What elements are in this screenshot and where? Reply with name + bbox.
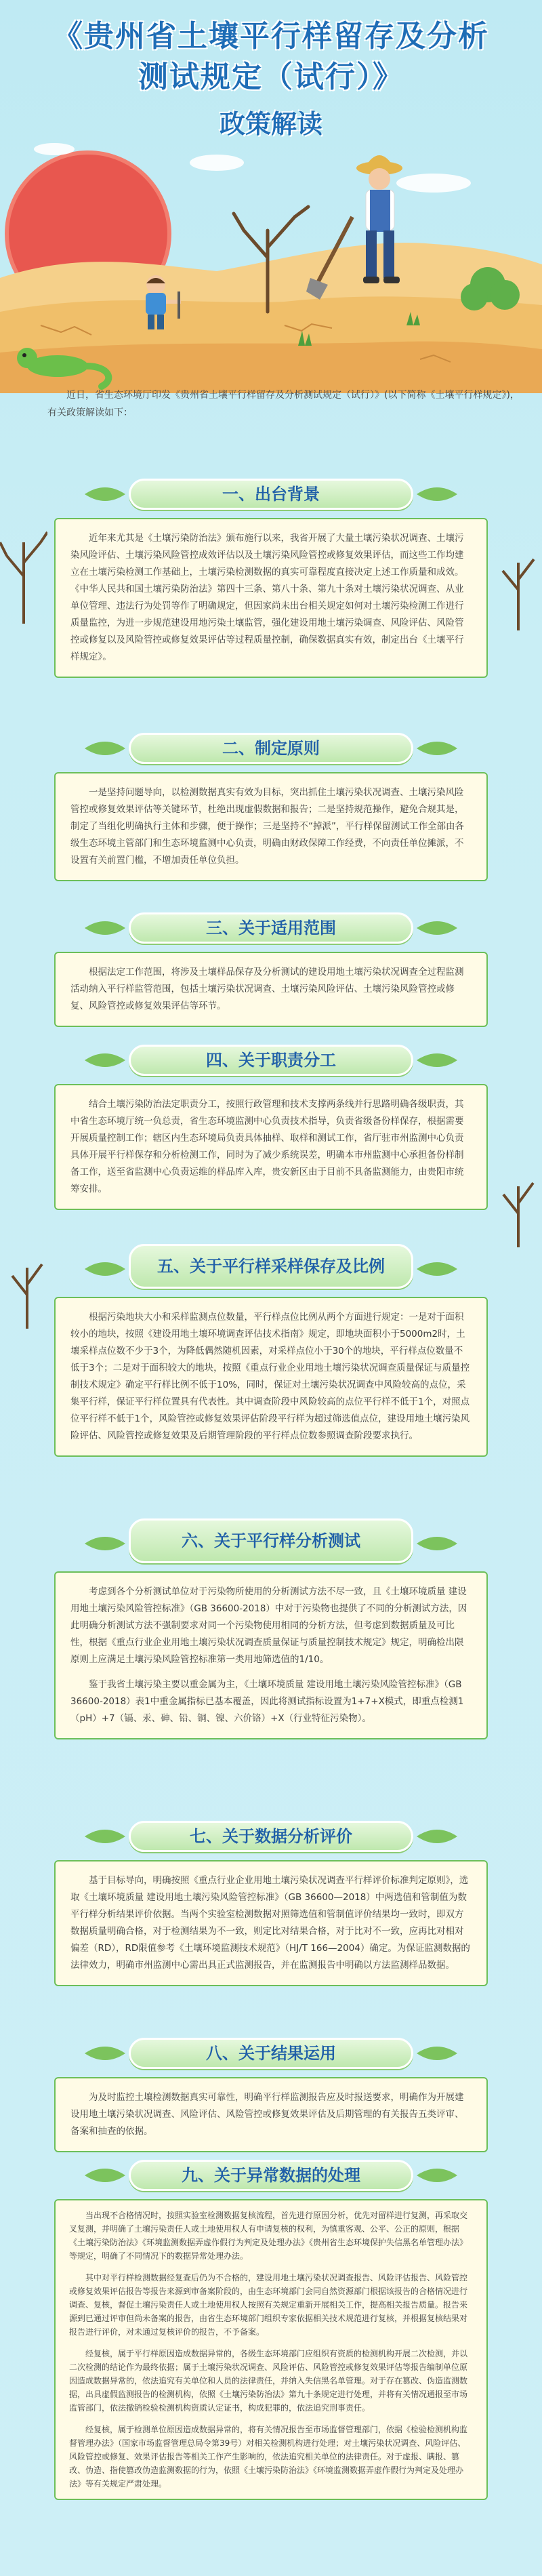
leaf-icon	[85, 1533, 125, 1554]
section-header	[54, 908, 488, 948]
leaf-icon	[85, 2043, 125, 2064]
leaf-icon	[417, 1533, 457, 1554]
section-title: 五、关于平行样采样保存及比例	[157, 1257, 385, 1276]
leaf-icon	[417, 484, 457, 504]
section-abnormal-data	[54, 2156, 488, 2500]
section-body	[54, 2077, 488, 2152]
leaf-icon	[85, 2165, 125, 2186]
section-body	[54, 1084, 488, 1210]
section-sampling-ratio	[54, 1244, 488, 1457]
section-paragraph: 为及时监控土壤检测数据真实可靠性，明确平行样监测报告应及时报送要求，明确作为开展建设用地土壤污染状况调查、风险评估、风险管控或修复效果评估及后期管理的有关报告五类评审、备案和抽查的依据。	[70, 2092, 464, 2137]
section-paragraph: 当出现不合格情况时，按照实验室检测数据复核流程，首先进行原因分析，优先对留样进行复测，再采取交叉复测，并明确了土壤污染责任人或土地使用权人有申请复核的权利，为慎重客观、公平、公正的原则，根据《土壤污染防治法》《环境监测数据弄虚作假行为判定及处理办法》《贵州省生态环境保护失信黑名单管理办法》等规定，明确了不同情况下的数据异常处理办法。	[69, 2211, 468, 2261]
leaf-icon	[85, 918, 125, 938]
section-background	[54, 475, 488, 678]
section-title: 七、关于数据分析评价	[190, 1827, 352, 1846]
leaf-icon	[85, 1259, 125, 1279]
section-title: 六、关于平行样分析测试	[182, 1531, 360, 1550]
section-header	[54, 729, 488, 768]
tree-decoration-right-2	[498, 1152, 539, 1247]
section-paragraph: 近年来尤其是《土壤污染防治法》颁布施行以来，我省开展了大量土壤污染状况调查、土壤污染风险评估、土壤污染风险管控成效评估以及土壤污染风险管控或修复效果评估，而这些工作均建立在土壤污染检测工作基础上，土壤污染检测数据的真实可靠程度直接决定上述工作质量和成效。《中华人民共和国土壤污染防治法》第四十三条、第八十条、第九十条对土壤污染状况调查、从业单位管理、违法行为处罚等作了明确规定，但因家尚未出台相关规定如何对土壤污染检测工作进行质量监控，为进一步规范建设用地污染土壤监管，强化建设用地土壤污染调查、风险评估、风险管控或修复以及风险管控或修复效果评估等过程质量控制，确保数据真实有效，制定出台《土壤平行样规定》。	[70, 533, 464, 662]
section-body	[54, 2199, 488, 2500]
section-header	[54, 2156, 488, 2195]
section-body	[54, 952, 488, 1027]
section-body	[54, 1571, 488, 1739]
hero-illustration	[0, 122, 542, 393]
leaf-icon	[85, 484, 125, 504]
section-responsibilities	[54, 1041, 488, 1210]
section-header	[54, 1518, 488, 1567]
section-paragraph: 经复核，属于平行样原因造成数据异常的，各级生态环境部门应组织有资质的检测机构开展二次检测，并以二次检测的结论作为最终依据；属于土壤污染状况调查、风险评估、风险管控或修复效果评估等报告编制单位原因造成数据异常的，依法追究有关单位和人员的法律责任，并纳入失信黑名单管理。对于存在篡改、伪造监测数据，出具虚假监测报告的检测机构，依照《土壤污染防治法》第九十条规定进行处理，并将有关情况通报至市场监管部门，依法撤销检验检测机构资质认定证书，构成犯罪的，依法追究刑事责任。	[69, 2349, 468, 2413]
leaf-icon	[417, 918, 457, 938]
section-paragraph: 考虑到各个分析测试单位对于污染物所使用的分析测试方法不尽一致，且《土壤环境质量 建设用地土壤污染风险管控标准》（GB 36600-2018）中对于污染物也提供了不同的分析测试方法，因此明确分析测试方法不强制要求对同一个污染物使用相同的分析方法，但考虑到数据质量及可比性，根据《重点行业企业用地土壤污染状况调查质量保证与质量控制技术规定》规定，明确检出限原则上应满足土壤污染风险管控标准第一类用地筛选值的1/10。	[70, 1586, 467, 1665]
section-data-evaluation	[54, 1817, 488, 1986]
leaf-icon	[417, 2165, 457, 2186]
leaf-icon	[85, 1826, 125, 1847]
section-title: 四、关于职责分工	[206, 1051, 336, 1070]
hero-banner	[0, 0, 542, 393]
section-testing	[54, 1518, 488, 1739]
title-line-1: 《贵州省土壤平行样留存及分析	[53, 19, 489, 54]
leaf-icon	[417, 738, 457, 759]
section-header	[54, 1041, 488, 1080]
section-title: 一、出台背景	[222, 485, 320, 504]
section-title: 八、关于结果运用	[206, 2044, 336, 2063]
section-paragraph: 基于目标导向，明确按照《重点行业企业用地土壤污染状况调查平行样评价标准判定原则》，选取《土壤环境质量 建设用地土壤污染风险管控标准》（GB 36600—2018）中两选值和管制值为数平行样分析结果评价依据。当两个实验室检测数据对照筛选值和管制值评价结果均一致时，即双方数据质量明确合格，对于检测结果为不一致，则定比对结果合格，对于比对不一致，应再比对相对偏差（RD），RD限值参考《土壤环境监测技术规范》（HJ/T 166—2004）确定。为保证监测数据的法律效力，明确市州监测中心需出具正式监测报告，并在监测报告中明确以方法监测样品数据。	[70, 1875, 470, 1971]
leaf-icon	[417, 1050, 457, 1070]
leaf-icon	[85, 1050, 125, 1070]
section-paragraph: 根据法定工作范围，将涉及土壤样品保存及分析测试的建设用地土壤污染状况调查全过程监测活动纳入平行样监管范围，包括土壤污染状况调查、土壤污染风险评估、土壤污染风险管控或修复、风险管控或修复效果评估等环节。	[70, 967, 464, 1011]
leaf-icon	[85, 738, 125, 759]
section-paragraph: 其中对平行样检测数据经复查后仍为不合格的，建设用地土壤污染状况调查报告、风险评估报告、风险管控或修复效果评估报告等报告来源到审备案阶段的，由生态环境部门会同自然资源部门根据该报告的合格情况进行调查、复核，督促土壤污染责任人或土地使用权人按照有关规定重新开展相关工作，提高相关报告质量。报告来源到已通过评审但尚未备案的报告，由省生态环境部门组织专家依据相关技术规范进行复核，并根据复核结果对报告进行评价，对未通过复核评价的报告，不予备案。	[69, 2273, 468, 2337]
section-scope	[54, 908, 488, 1027]
intro-text: 近日，省生态环境厅印发《贵州省土壤平行样留存及分析测试规定（试行）》(以下简称《土壤平行样规定》)，有关政策解读如下：	[47, 390, 520, 418]
section-title: 二、制定原则	[222, 739, 320, 758]
section-title: 九、关于异常数据的处理	[182, 2166, 360, 2185]
tree-decoration-left	[0, 502, 47, 624]
section-paragraph: 鉴于我省土壤污染主要以重金属为主，《土壤环境质量 建设用地土壤污染风险管控标准》（GB 36600-2018）表1中重金属指标已基本覆盖，因此将测试指标设置为1+7+X模式，即重点检测1（pH）+7（镉、汞、砷、铅、铜、镍、六价铬）+X（行业特征污染物）。	[70, 1679, 464, 1724]
section-principles	[54, 729, 488, 881]
section-body	[54, 1297, 488, 1457]
title-line-2: 测试规定（试行）》	[138, 60, 404, 94]
section-header	[54, 475, 488, 514]
section-paragraph: 经复核，属于检测单位原因造成数据异常的，将有关情况报告至市场监督管理部门，依据《检验检测机构监督管理办法》（国家市场监督管理总局令第39号）对相关检测机构进行处理；对土壤污染状况调查、风险评估、风险管控或修复、效果评估报告等相关工作产生影响的，依法追究相关单位的法律责任。对于虚报、瞒报、篡改、伪造、指使篡改伪造监测数据的行为，依照《土壤污染防治法》《环境监测数据弄虚作假行为判定及处理办法》等有关规定严肃处理。	[69, 2425, 468, 2489]
section-header	[54, 2034, 488, 2073]
tree-decoration-right	[495, 529, 542, 630]
page-subtitle: 政策解读	[219, 109, 322, 139]
section-paragraph: 一是坚持问题导向，以检测数据真实有效为目标，突出抓住土壤污染状况调查、土壤污染风险管控或修复效果评估等关键环节，杜绝出现虚假数据和报告；二是坚持规范操作，避免合规其是，制定了当组化明确执行主体和步骤，便于操作；三是坚持不“掉派”，平行样保留测试工作全部由各级生态环境主管部门和生态环境监测中心负责，明确由财政保障工作经费，不向责任单位摊派，不设置有关前置门槛，不增加责任单位负担。	[70, 787, 464, 866]
section-body	[54, 518, 488, 678]
tree-decoration-left-2	[7, 1234, 47, 1329]
section-header	[54, 1244, 488, 1293]
section-header	[54, 1817, 488, 1856]
leaf-icon	[417, 2043, 457, 2064]
section-result-usage	[54, 2034, 488, 2152]
leaf-icon	[417, 1826, 457, 1847]
section-body	[54, 1860, 488, 1986]
section-paragraph: 结合土壤污染防治法定职责分工，按照行政管理和技术支撑两条线并行思路明确各级职责，其中省生态环境厅统一负总责，省生态环境监测中心负责技术指导，负责省级备份样保存，根据需要开展质量控制工作；辖区内生态环境局负责具体抽样、取样和测试工作，省厅驻市州监测中心负责具体开展平行样保存和分析检测工作，同时为了减少系统误差，明确本市州监测中心承担备份样制备工作，送至省监测中心负责运维的样品库入库，贵安新区由于目前不具备监测能力，由贵阳市统筹安排。	[70, 1099, 464, 1194]
leaf-icon	[417, 1259, 457, 1279]
section-title: 三、关于适用范围	[206, 919, 336, 938]
section-body	[54, 772, 488, 881]
section-paragraph: 根据污染地块大小和采样监测点位数量，平行样点位比例从两个方面进行规定：一是对于面积较小的地块，按照《建设用地土壤环境调查评估技术指南》规定，即地块面积小于5000m2时，土壤采样点位数不少于3个，为降低偶然随机因素，对采样点位小于30个的地块，平行样点位数量不低于3个；二是对于面积较大的地块，按照《重点行业企业用地土壤污染状况调查质量保证与质量控制技术规定》确定平行样比例不低于10%，同时，保证对土壤污染状况调查中风险较高的点位，采集平行样，保证平行样位置具有代表性。其中调查阶段中风险较高的点位平行样不低于1个，对照点位平行样不低于1个，风险管控或修复效果评估阶段平行样为超过筛选值点位，建设用地土壤污染风险评估、风险管控或修复效果及后期管理阶段的平行样点位数参照调查阶段要求执行。	[70, 1312, 470, 1441]
